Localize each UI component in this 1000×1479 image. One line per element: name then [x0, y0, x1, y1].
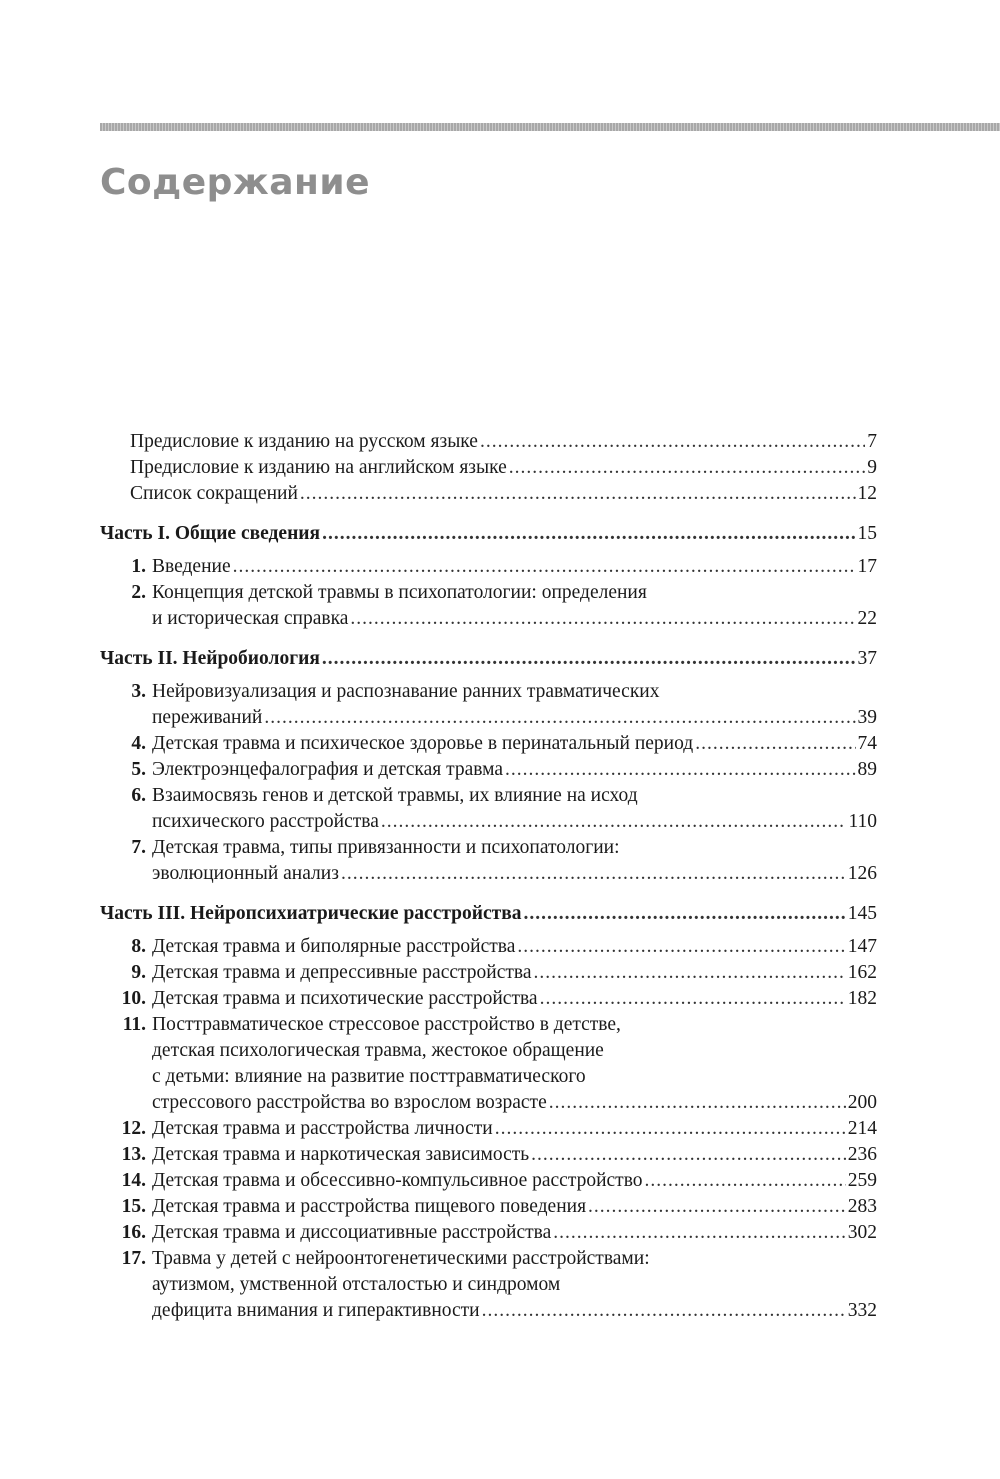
- chapter-number: 14.: [121, 1170, 146, 1191]
- entry-title: Взаимосвязь генов и детской травмы, их влияние на исход: [152, 785, 638, 806]
- chapter-number: 16.: [121, 1222, 146, 1243]
- chapter-number: 13.: [121, 1144, 146, 1165]
- entry-title: Детская травма и депрессивные расстройства: [152, 962, 532, 983]
- dot-leader: [322, 646, 856, 672]
- chapter-number: 15.: [121, 1196, 146, 1217]
- chapter-number: 10.: [121, 988, 146, 1009]
- toc-chapter[interactable]: [0, 1012, 1000, 1116]
- toc-line: [100, 646, 877, 672]
- page-title: Содержание: [100, 162, 371, 203]
- page-number: 126: [847, 863, 877, 884]
- toc-line: [152, 861, 877, 887]
- dot-leader: [350, 606, 855, 632]
- toc-line: [152, 1142, 877, 1168]
- toc-line: [152, 1090, 877, 1116]
- dot-leader: [482, 1298, 846, 1324]
- toc-line: [100, 901, 877, 927]
- toc-part-heading[interactable]: [0, 521, 1000, 547]
- entry-title: Травма у детей с нейроонтогенетическими расстройствами:: [152, 1248, 650, 1269]
- entry-title: Детская травма и наркотическая зависимость: [152, 1144, 530, 1165]
- dot-leader: [549, 1090, 846, 1116]
- dot-leader: [509, 455, 866, 481]
- entry-title: переживаний: [152, 707, 263, 728]
- page-number: 15: [857, 523, 877, 544]
- entry-title: Предисловие к изданию на английском языке: [130, 457, 507, 478]
- page-number: 283: [847, 1196, 877, 1217]
- toc-line: [152, 731, 877, 757]
- page-number: 147: [847, 936, 877, 957]
- dot-leader: [505, 757, 856, 783]
- page-number: 22: [857, 608, 877, 629]
- toc-chapter[interactable]: [0, 731, 1000, 757]
- toc-line: [152, 757, 877, 783]
- dot-leader: [645, 1168, 846, 1194]
- entry-title: Детская травма и биполярные расстройства: [152, 936, 516, 957]
- entry-title: Часть III. Нейропсихиатрические расстройства: [100, 903, 522, 924]
- toc-line: [152, 835, 877, 861]
- dot-leader: [540, 986, 846, 1012]
- toc-line: [152, 580, 877, 606]
- toc-entry-front-matter[interactable]: [0, 429, 1000, 455]
- page-number: 200: [847, 1092, 877, 1113]
- toc-line: [152, 1064, 877, 1090]
- chapter-number: 4.: [131, 733, 146, 754]
- dot-leader: [524, 901, 846, 927]
- entry-title: аутизмом, умственной отсталостью и синдромом: [152, 1274, 561, 1295]
- toc-line: [152, 783, 877, 809]
- header-rule: [100, 123, 1000, 131]
- dot-leader: [517, 934, 845, 960]
- toc-line: [152, 934, 877, 960]
- dot-leader: [341, 861, 846, 887]
- entry-title: Список сокращений: [130, 483, 298, 504]
- dot-leader: [233, 554, 856, 580]
- entry-title: Концепция детской травмы в психопатологии: определения: [152, 582, 647, 603]
- toc-line: [152, 679, 877, 705]
- toc-chapter[interactable]: [0, 554, 1000, 580]
- toc-part-heading[interactable]: [0, 646, 1000, 672]
- toc-chapter[interactable]: [0, 679, 1000, 731]
- entry-title: стрессового расстройства во взрослом возрасте: [152, 1092, 547, 1113]
- chapter-number: 17.: [121, 1248, 146, 1269]
- table-of-contents: [0, 429, 1000, 1324]
- dot-leader: [322, 521, 855, 547]
- chapter-number: 11.: [122, 1014, 146, 1035]
- page-number: 37: [857, 648, 877, 669]
- dot-leader: [495, 1116, 846, 1142]
- chapter-number: 7.: [131, 837, 146, 858]
- entry-title: дефицита внимания и гиперактивности: [152, 1300, 480, 1321]
- entry-title: Детская травма и психическое здоровье в перинатальный период: [152, 733, 694, 754]
- toc-chapter[interactable]: [0, 580, 1000, 632]
- dot-leader: [381, 809, 847, 835]
- toc-chapter[interactable]: [0, 757, 1000, 783]
- toc-chapter[interactable]: [0, 1194, 1000, 1220]
- chapter-number: 6.: [131, 785, 146, 806]
- toc-line: [130, 455, 877, 481]
- dot-leader: [264, 705, 855, 731]
- entry-title: детская психологическая травма, жестокое обращение: [152, 1040, 604, 1061]
- dot-leader: [480, 429, 865, 455]
- page-number: 7: [867, 431, 877, 452]
- toc-line: [152, 1194, 877, 1220]
- page-number: 259: [847, 1170, 877, 1191]
- dot-leader: [534, 960, 846, 986]
- page-number: 162: [847, 962, 877, 983]
- toc-chapter[interactable]: [0, 986, 1000, 1012]
- page-number: 236: [847, 1144, 877, 1165]
- page-number: 332: [847, 1300, 877, 1321]
- page-number: 12: [857, 483, 877, 504]
- entry-title: Детская травма, типы привязанности и психопатологии:: [152, 837, 620, 858]
- chapter-number: 12.: [121, 1118, 146, 1139]
- chapter-number: 8.: [131, 936, 146, 957]
- toc-chapter[interactable]: [0, 1142, 1000, 1168]
- page-number: 89: [857, 759, 877, 780]
- entry-title: Детская травма и психотические расстройства: [152, 988, 538, 1009]
- entry-title: Часть I. Общие сведения: [100, 523, 321, 544]
- toc-line: [152, 606, 877, 632]
- chapter-number: 5.: [131, 759, 146, 780]
- toc-line: [152, 554, 877, 580]
- toc-entry-front-matter[interactable]: [0, 455, 1000, 481]
- page-number: 74: [857, 733, 877, 754]
- dot-leader: [531, 1142, 846, 1168]
- entry-title: и историческая справка: [152, 608, 349, 629]
- page-number: 302: [847, 1222, 877, 1243]
- toc-line: [152, 986, 877, 1012]
- toc-line: [130, 481, 877, 507]
- chapter-number: 1.: [131, 556, 146, 577]
- page-number: 214: [847, 1118, 877, 1139]
- chapter-number: 3.: [131, 681, 146, 702]
- entry-title: Введение: [152, 556, 231, 577]
- toc-chapter[interactable]: [0, 1116, 1000, 1142]
- toc-entry-front-matter[interactable]: [0, 481, 1000, 507]
- page-number: 110: [848, 811, 877, 832]
- toc-line: [152, 1038, 877, 1064]
- toc-chapter[interactable]: [0, 960, 1000, 986]
- dot-leader: [300, 481, 856, 507]
- entry-title: Нейровизуализация и распознавание ранних травматических: [152, 681, 660, 702]
- toc-chapter[interactable]: [0, 934, 1000, 960]
- toc-line: [152, 1012, 877, 1038]
- dot-leader: [695, 731, 855, 757]
- toc-chapter[interactable]: [0, 783, 1000, 835]
- entry-title: Часть II. Нейробиология: [100, 648, 320, 669]
- entry-title: психического расстройства: [152, 811, 379, 832]
- toc-line: [152, 1246, 877, 1272]
- page-number: 145: [847, 903, 877, 924]
- entry-title: Детская травма и расстройства личности: [152, 1118, 493, 1139]
- toc-line: [152, 809, 877, 835]
- toc-line: [152, 1116, 877, 1142]
- toc-line: [152, 1168, 877, 1194]
- toc-line: [152, 1298, 877, 1324]
- toc-chapter[interactable]: [0, 1220, 1000, 1246]
- entry-title: Посттравматическое стрессовое расстройство в детстве,: [152, 1014, 621, 1035]
- dot-leader: [553, 1220, 846, 1246]
- entry-title: Детская травма и обсессивно-компульсивное расстройство: [152, 1170, 643, 1191]
- chapter-number: 9.: [131, 962, 146, 983]
- page-number: 39: [857, 707, 877, 728]
- toc-line: [152, 1272, 877, 1298]
- dot-leader: [588, 1194, 846, 1220]
- entry-title: Электроэнцефалография и детская травма: [152, 759, 503, 780]
- entry-title: с детьми: влияние на развитие посттравматического: [152, 1066, 586, 1087]
- toc-chapter[interactable]: [0, 835, 1000, 887]
- toc-line: [152, 960, 877, 986]
- toc-line: [152, 1220, 877, 1246]
- entry-title: Детская травма и расстройства пищевого поведения: [152, 1196, 587, 1217]
- entry-title: Предисловие к изданию на русском языке: [130, 431, 478, 452]
- entry-title: Детская травма и диссоциативные расстройства: [152, 1222, 552, 1243]
- page-number: 17: [857, 556, 877, 577]
- page-number: 182: [847, 988, 877, 1009]
- page-number: 9: [867, 457, 877, 478]
- toc-line: [152, 705, 877, 731]
- toc-line: [100, 521, 877, 547]
- toc-part-heading[interactable]: [0, 901, 1000, 927]
- entry-title: эволюционный анализ: [152, 863, 339, 884]
- toc-chapter[interactable]: [0, 1168, 1000, 1194]
- chapter-number: 2.: [131, 582, 146, 603]
- toc-line: [130, 429, 877, 455]
- toc-chapter[interactable]: [0, 1246, 1000, 1324]
